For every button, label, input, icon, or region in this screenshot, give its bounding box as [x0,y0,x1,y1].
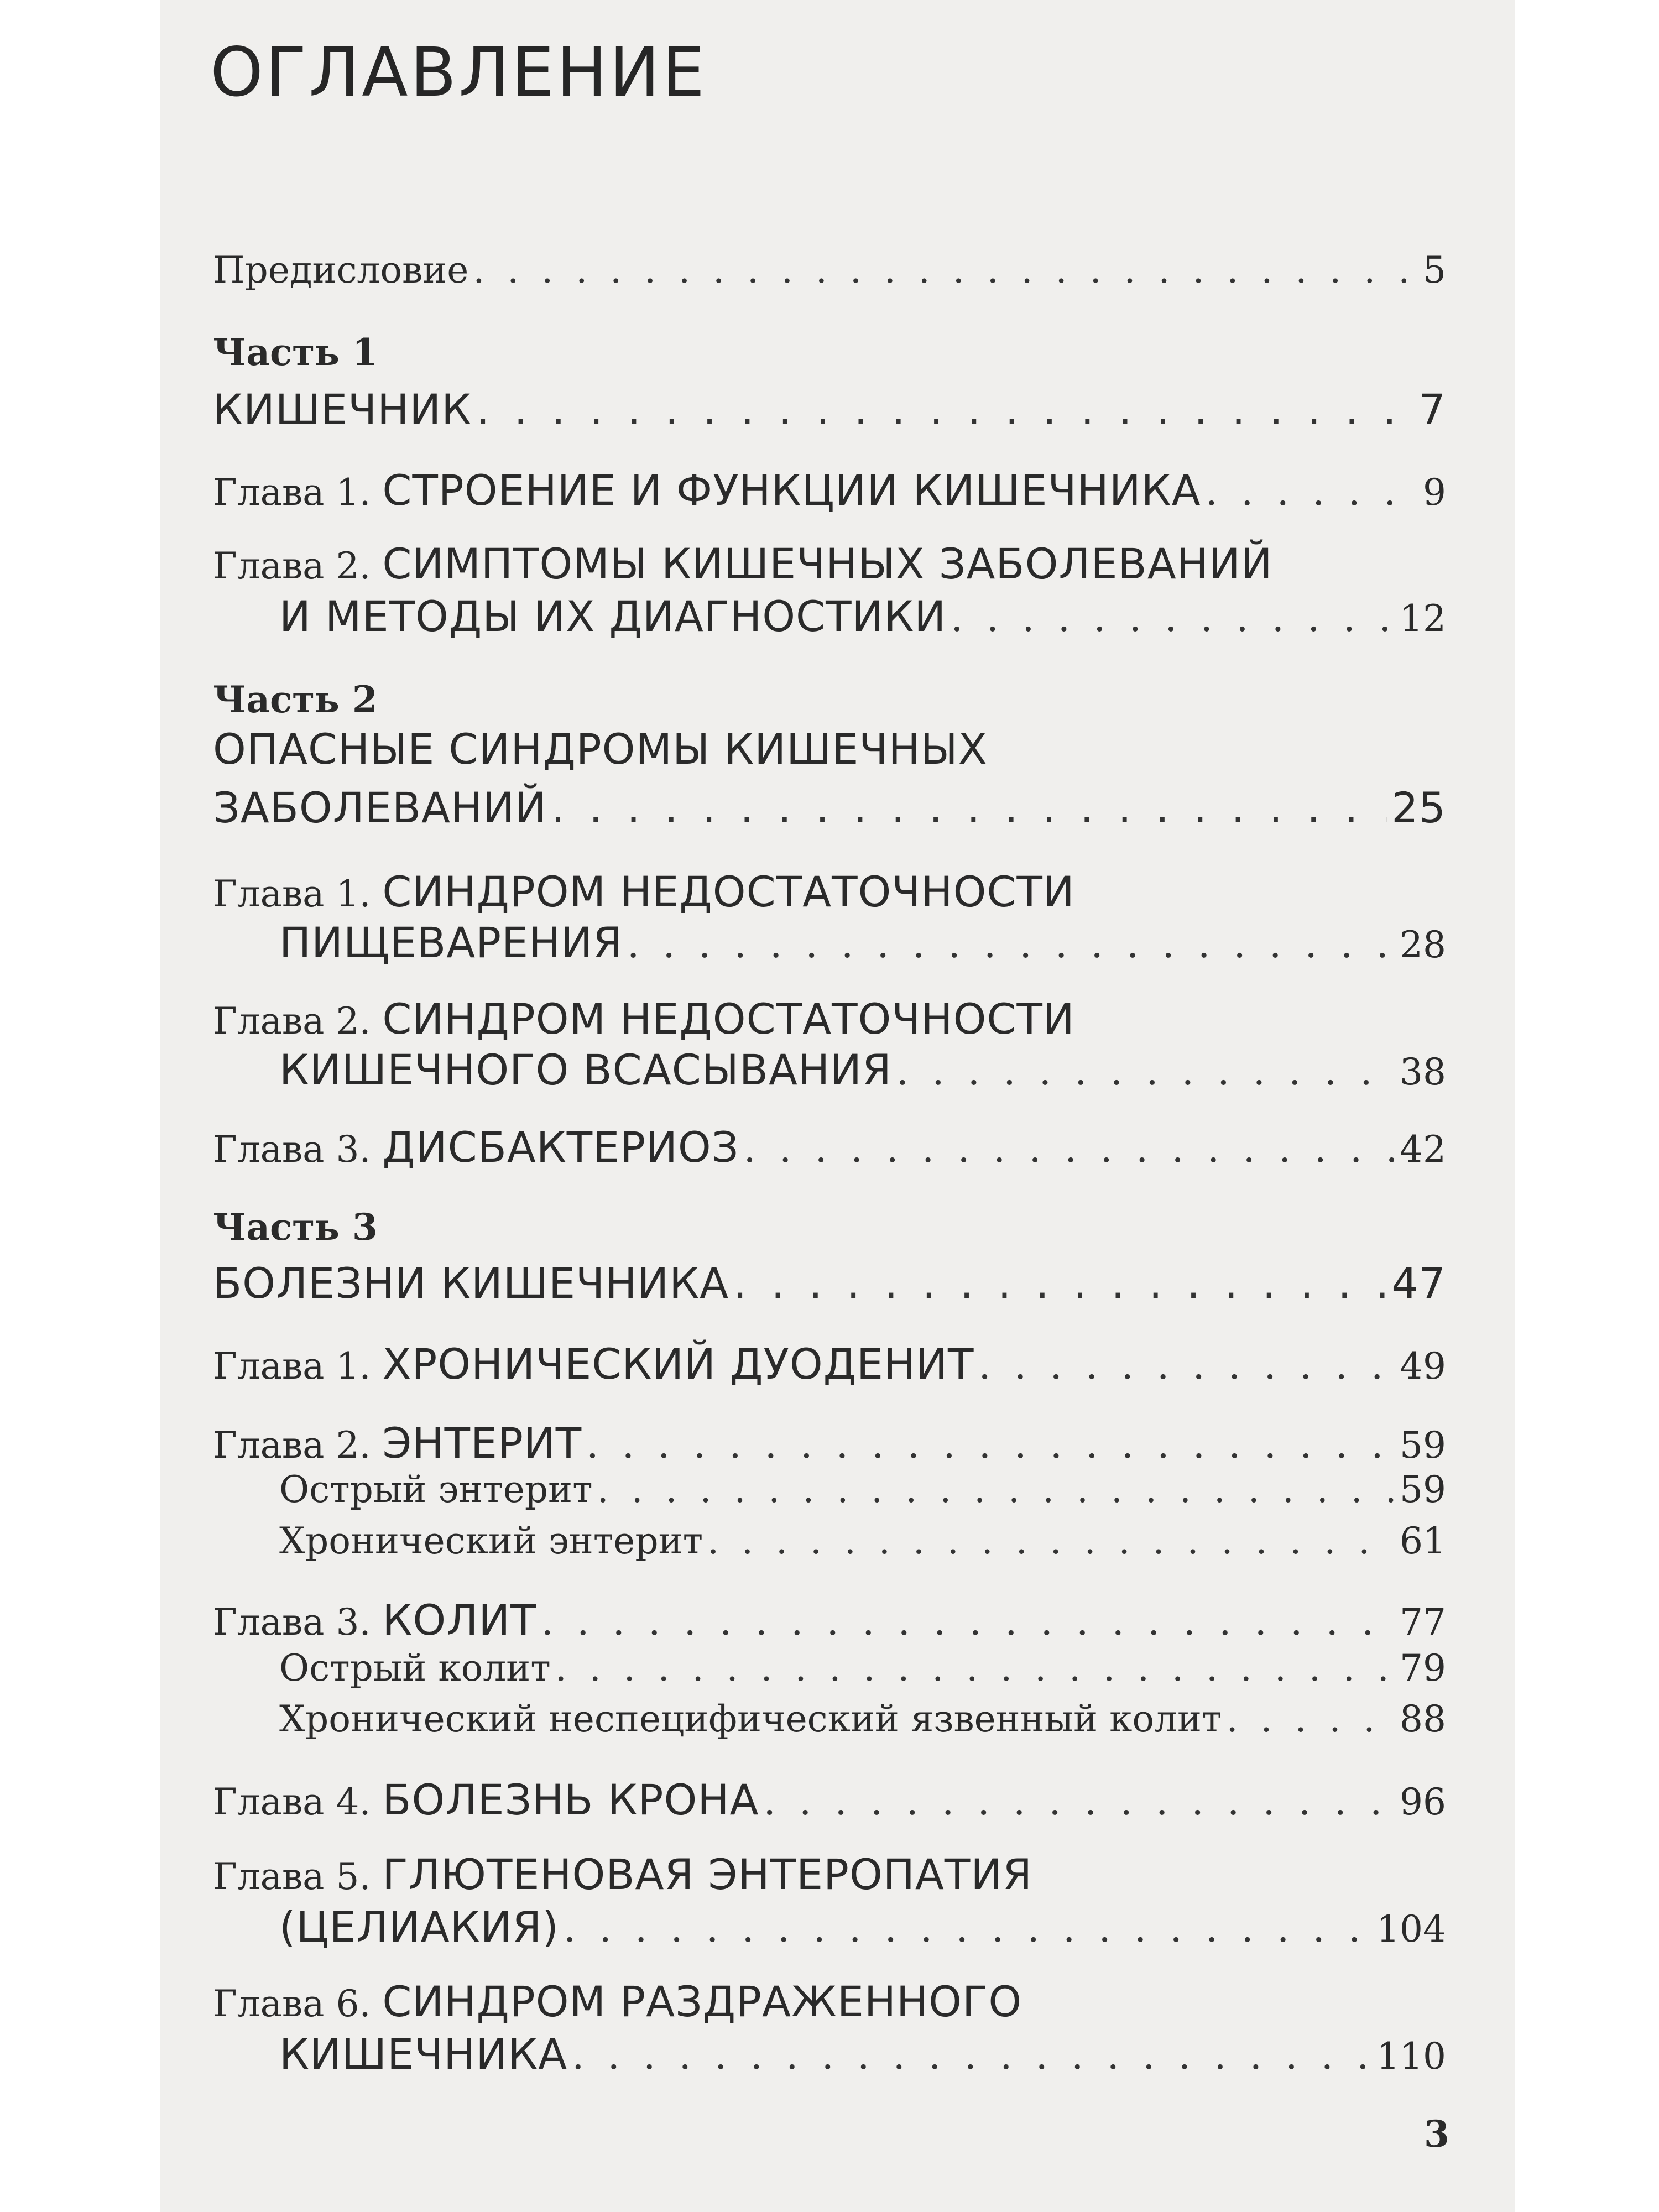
toc-entry-chapter [213,466,1446,515]
dot-leader [572,2033,1372,2078]
chapter-label: Глава 3. ДИСБАКТЕРИОЗ [213,1123,739,1172]
toc-entry-chapter [279,1902,1446,1952]
entry-page: 110 [1376,2035,1446,2078]
chapter-label: Глава 4. БОЛЕЗНЬ КРОНА [213,1775,759,1824]
entry-page: 96 [1400,1781,1446,1823]
section-label: Острый колит [279,1647,551,1689]
dot-leader [1206,469,1418,514]
entry-page: 59 [1400,1424,1446,1467]
part-label: Часть 1 [213,331,378,374]
entry-page: 9 [1423,471,1446,514]
entry-page: 88 [1400,1698,1446,1740]
dot-leader [743,1126,1395,1171]
part-title: БОЛЕЗНИ КИШЕЧНИКА [213,1259,729,1308]
part-label: Часть 2 [213,678,378,721]
entry-page: 7 [1418,385,1446,434]
dot-leader [551,783,1387,832]
toc-entry-section [279,1698,1446,1740]
toc-entry-chapter [213,1418,1446,1468]
dot-leader [733,1259,1387,1308]
toc-entry-section [279,1468,1446,1511]
entry-page: 12 [1400,597,1446,640]
chapter-label: Глава 2. ЭНТЕРИТ [213,1418,582,1468]
entry-page: 61 [1400,1520,1446,1562]
part-title: ОПАСНЫЕ СИНДРОМЫ КИШЕЧНЫХ [213,724,988,774]
entry-page: 38 [1400,1051,1446,1093]
entry-page: 104 [1376,1908,1446,1950]
dot-leader [586,1422,1395,1467]
toc-entry-preface [213,249,1446,291]
toc-entry-chapter [213,1595,1446,1645]
chapter-label-cont: ПИЩЕВАРЕНИЯ [279,918,623,967]
toc-entry-part3 [213,1259,1446,1308]
chapter-label: Глава 6. СИНДРОМ РАЗДРАЖЕННОГО [213,1977,1022,2026]
entry-page: 77 [1400,1601,1446,1644]
dot-leader [951,595,1395,640]
chapter-label-cont: КИШЕЧНИКА [279,2030,568,2079]
part-label: Часть 3 [213,1206,378,1249]
chapter-label: Глава 3. КОЛИТ [213,1595,537,1645]
dot-leader [564,1906,1372,1951]
chapter-label: Глава 5. ГЛЮТЕНОВАЯ ЭНТЕРОПАТИЯ [213,1850,1033,1899]
entry-page: 59 [1400,1468,1446,1511]
toc-entry-chapter [213,1775,1446,1824]
dot-leader [896,1048,1395,1094]
chapter-label-cont: И МЕТОДЫ ИХ ДИАГНОСТИКИ [279,592,947,641]
chapter-label-cont: КИШЕЧНОГО ВСАСЫВАНИЯ [279,1045,892,1094]
dot-leader [555,1647,1395,1689]
entry-page: 42 [1400,1128,1446,1171]
chapter-label: Глава 2. СИМПТОМЫ КИШЕЧНЫХ ЗАБОЛЕВАНИЙ [213,539,1273,588]
chapter-label: Глава 1. ХРОНИЧЕСКИЙ ДУОДЕНИТ [213,1339,974,1389]
toc-entry-part2 [213,783,1446,832]
dot-leader [541,1599,1395,1644]
chapter-label: Глава 1. СТРОЕНИЕ И ФУНКЦИИ КИШЕЧНИКА [213,466,1201,515]
entry-page: 47 [1391,1259,1446,1308]
part-title: КИШЕЧНИК [213,385,472,434]
page-number: 3 [1424,2112,1449,2156]
entry-page: 28 [1400,924,1446,966]
toc-entry-chapter [279,1045,1446,1094]
chapter-label-cont: (ЦЕЛИАКИЯ) [279,1902,559,1952]
toc-entry-chapter [279,592,1446,641]
dot-leader [1227,1698,1395,1740]
dot-leader [978,1343,1395,1388]
part-title-cont: ЗАБОЛЕВАНИЙ [213,783,547,832]
section-label: Хронический энтерит [279,1520,703,1562]
toc-entry-chapter [279,2030,1446,2079]
chapter-label: Глава 1. СИНДРОМ НЕДОСТАТОЧНОСТИ [213,867,1075,916]
chapter-label: Глава 2. СИНДРОМ НЕДОСТАТОЧНОСТИ [213,994,1075,1044]
toc-entry-section [279,1520,1446,1562]
toc-entry-chapter [213,1339,1446,1389]
page-title: ОГЛАВЛЕНИЕ [210,33,707,112]
toc-entry-chapter [279,918,1446,967]
dot-leader [627,921,1395,967]
entry-page: 79 [1400,1647,1446,1689]
section-label: Острый энтерит [279,1468,593,1511]
entry-page: 49 [1400,1345,1446,1387]
dot-leader [597,1468,1395,1511]
dot-leader [763,1778,1395,1824]
dot-leader [476,385,1414,434]
entry-page: 5 [1423,249,1446,291]
toc-entry-chapter [213,1123,1446,1172]
dot-leader [707,1520,1395,1562]
dot-leader [473,249,1418,291]
toc-entry-section [279,1647,1446,1689]
section-label: Хронический неспецифический язвенный колит [279,1698,1222,1740]
entry-label: Предисловие [213,249,469,291]
entry-page: 25 [1391,783,1446,832]
toc-entry-part1 [213,385,1446,434]
